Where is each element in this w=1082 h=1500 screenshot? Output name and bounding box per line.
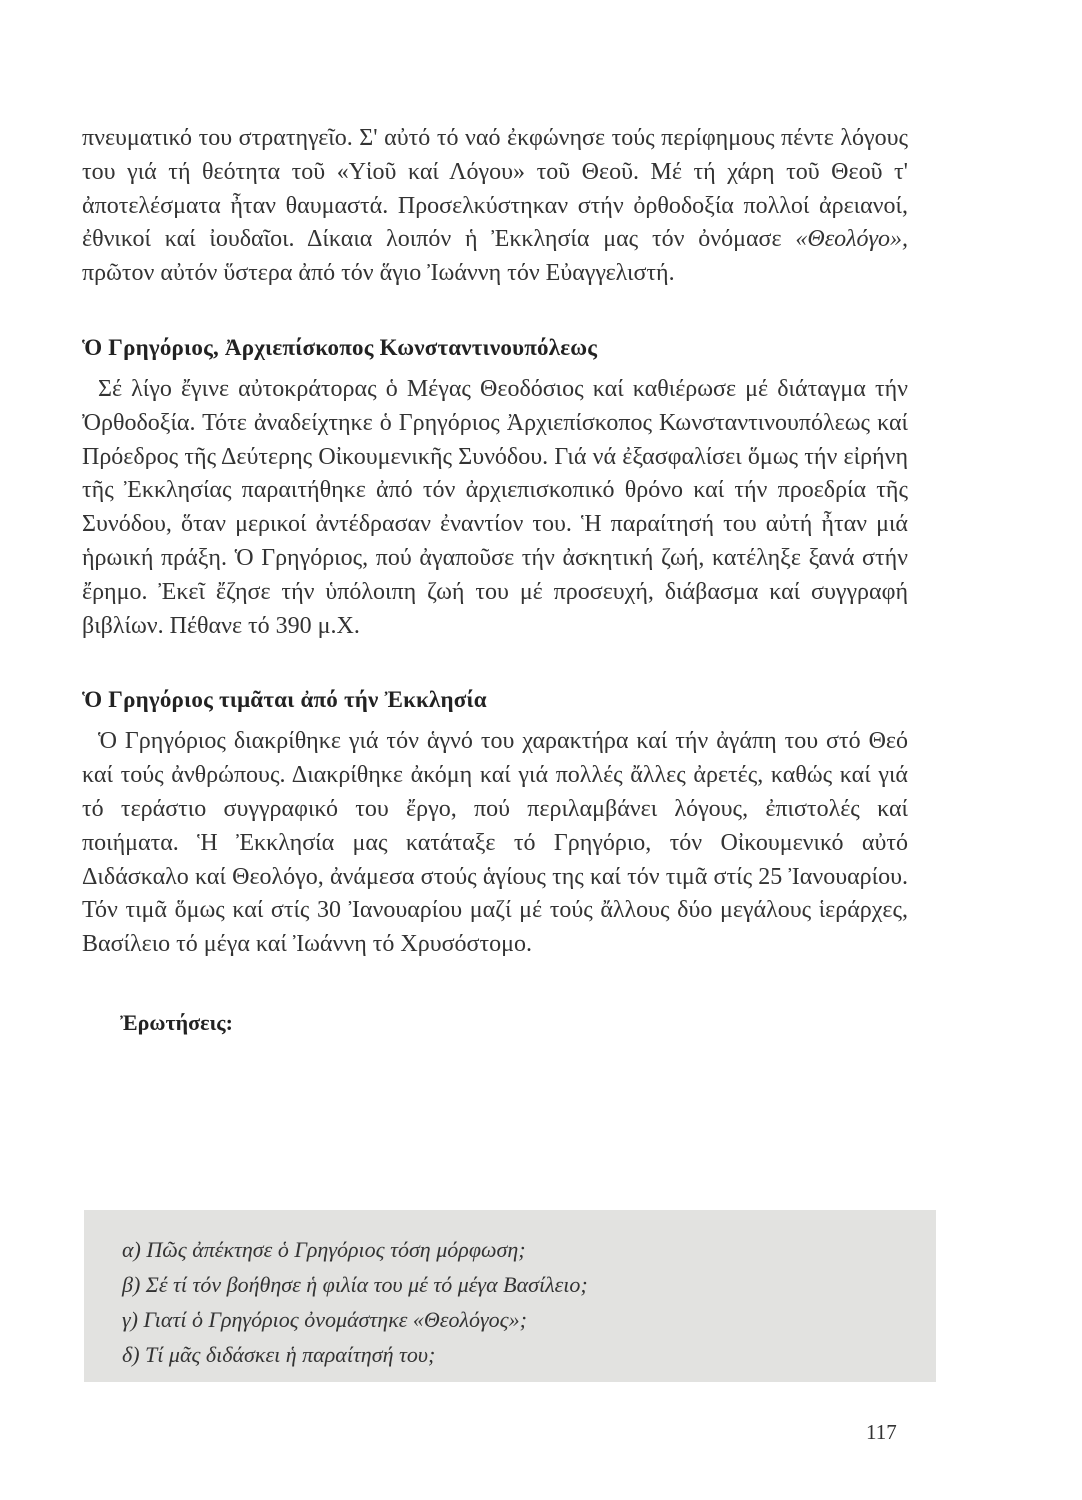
questions-list xyxy=(84,1210,936,1372)
page-number: 117 xyxy=(866,1420,897,1444)
intro-emphasis: «Θεολόγο», xyxy=(795,226,908,253)
questions-box xyxy=(84,1210,936,1382)
intro-text-part2: πρῶτον αὐτόν ὕστερα ἀπό τόν ἅγιο Ἰωάννη τόν Εὐαγγελιστή. xyxy=(82,260,675,287)
question-item: α) Πῶς ἀπέκτησε ὁ Γρηγόριος τόση μόρφωση; xyxy=(122,1237,526,1262)
intro-paragraph xyxy=(82,122,908,291)
question-item: γ) Γιατί ὁ Γρηγόριος ὀνομάστηκε «Θεολόγος»; xyxy=(122,1307,527,1332)
honored-paragraph: Ὁ Γρηγόριος διακρίθηκε γιά τόν ἁγνό του χαρακτήρα καί τήν ἀγάπη του στό Θεό καί τούς ἀνθρώπους. Διακρίθηκε ἀκόμη καί γιά πολλές ἄλλες ἀρετές, καθώς καί γιά τό τεράστιο συγγραφικό του ἔργο, πού περιλαμβάνει λόγους, ἐπιστολές καί ποιήματα. Ἡ Ἐκκλησία μας κατάταξε τό Γρηγόριο, τόν Οἰκουμενικό αὐτό Διδάσκαλο καί Θεολόγο, ἀνάμεσα στούς ἁγίους της καί τόν τιμᾶ στίς 25 Ἰανουαρίου. Τόν τιμᾶ ὅμως καί στίς 30 Ἰανουαρίου μαζί μέ τούς ἄλλους δύο μεγάλους ἱεράρχες, Βασίλειο τό μέγα καί Ἰωάννη τό Χρυσόστομο. xyxy=(82,728,908,958)
page-content xyxy=(82,122,908,1036)
section-heading-archbishop: Ὁ Γρηγόριος, Ἀρχιεπίσκοπος Κωνσταντινουπόλεως xyxy=(82,334,598,360)
question-item: δ) Τί μᾶς διδάσκει ἡ παραίτησή του; xyxy=(122,1342,436,1367)
archbishop-paragraph: Σέ λίγο ἔγινε αὐτοκράτορας ὁ Μέγας Θεοδόσιος καί καθιέρωσε μέ διάταγμα τήν Ὀρθοδοξία. Τότε ἀναδείχτηκε ὁ Γρηγόριος Ἀρχιεπίσκοπος Κωνσταντινουπόλεως καί Πρόεδρος τῆς Δεύτερης Οἰκουμενικῆς Συνόδου. Γιά νά ἐξασφαλίσει ὅμως τήν εἰρήνη τῆς Ἐκκλησίας παραιτήθηκε ἀπό τόν ἀρχιεπισκοπικό θρόνο καί τήν προεδρία τῆς Συνόδου, ὅταν μερικοί ἀντέδρασαν ἐναντίον του. Ἡ παραίτησή του αὐτή ἦταν μιά ἡρωική πράξη. Ὁ Γρηγόριος, πού ἀγαποῦσε τήν ἀσκητική ζωή, κατέληξε ξανά στήν ἔρημο. Ἐκεῖ ἔζησε τήν ὑπόλοιπη ζωή του μέ προσευχή, διάβασμα καί συγγραφή βιβλίων. Πέθανε τό 390 μ.Χ. xyxy=(82,375,908,639)
intro-text-part1: πνευματικό του στρατηγεῖο. Σ' αὐτό τό ναό ἐκφώνησε τούς περίφημους πέντε λόγους του γιά τή θεότητα τοῦ «Υἱοῦ καί Λόγου» τοῦ Θεοῦ. Μέ τή χάρη τοῦ Θεοῦ τ' ἀποτελέσματα ἦταν θαυμαστά. Προσελκύστηκαν στήν ὀρθοδοξία πολλοί ἀρειανοί, ἐθνικοί καί ἰουδαῖοι. Δίκαια λοιπόν ἡ Ἐκκλησία μας τόν ὀνόμασε xyxy=(82,125,908,253)
section-heading-honored: Ὁ Γρηγόριος τιμᾶται ἀπό τήν Ἐκκλησία xyxy=(82,687,487,713)
questions-heading: Ἐρωτήσεις: xyxy=(120,1009,233,1035)
question-item: β) Σέ τί τόν βοήθησε ἡ φιλία του μέ τό μέγα Βασίλειο; xyxy=(122,1272,588,1297)
